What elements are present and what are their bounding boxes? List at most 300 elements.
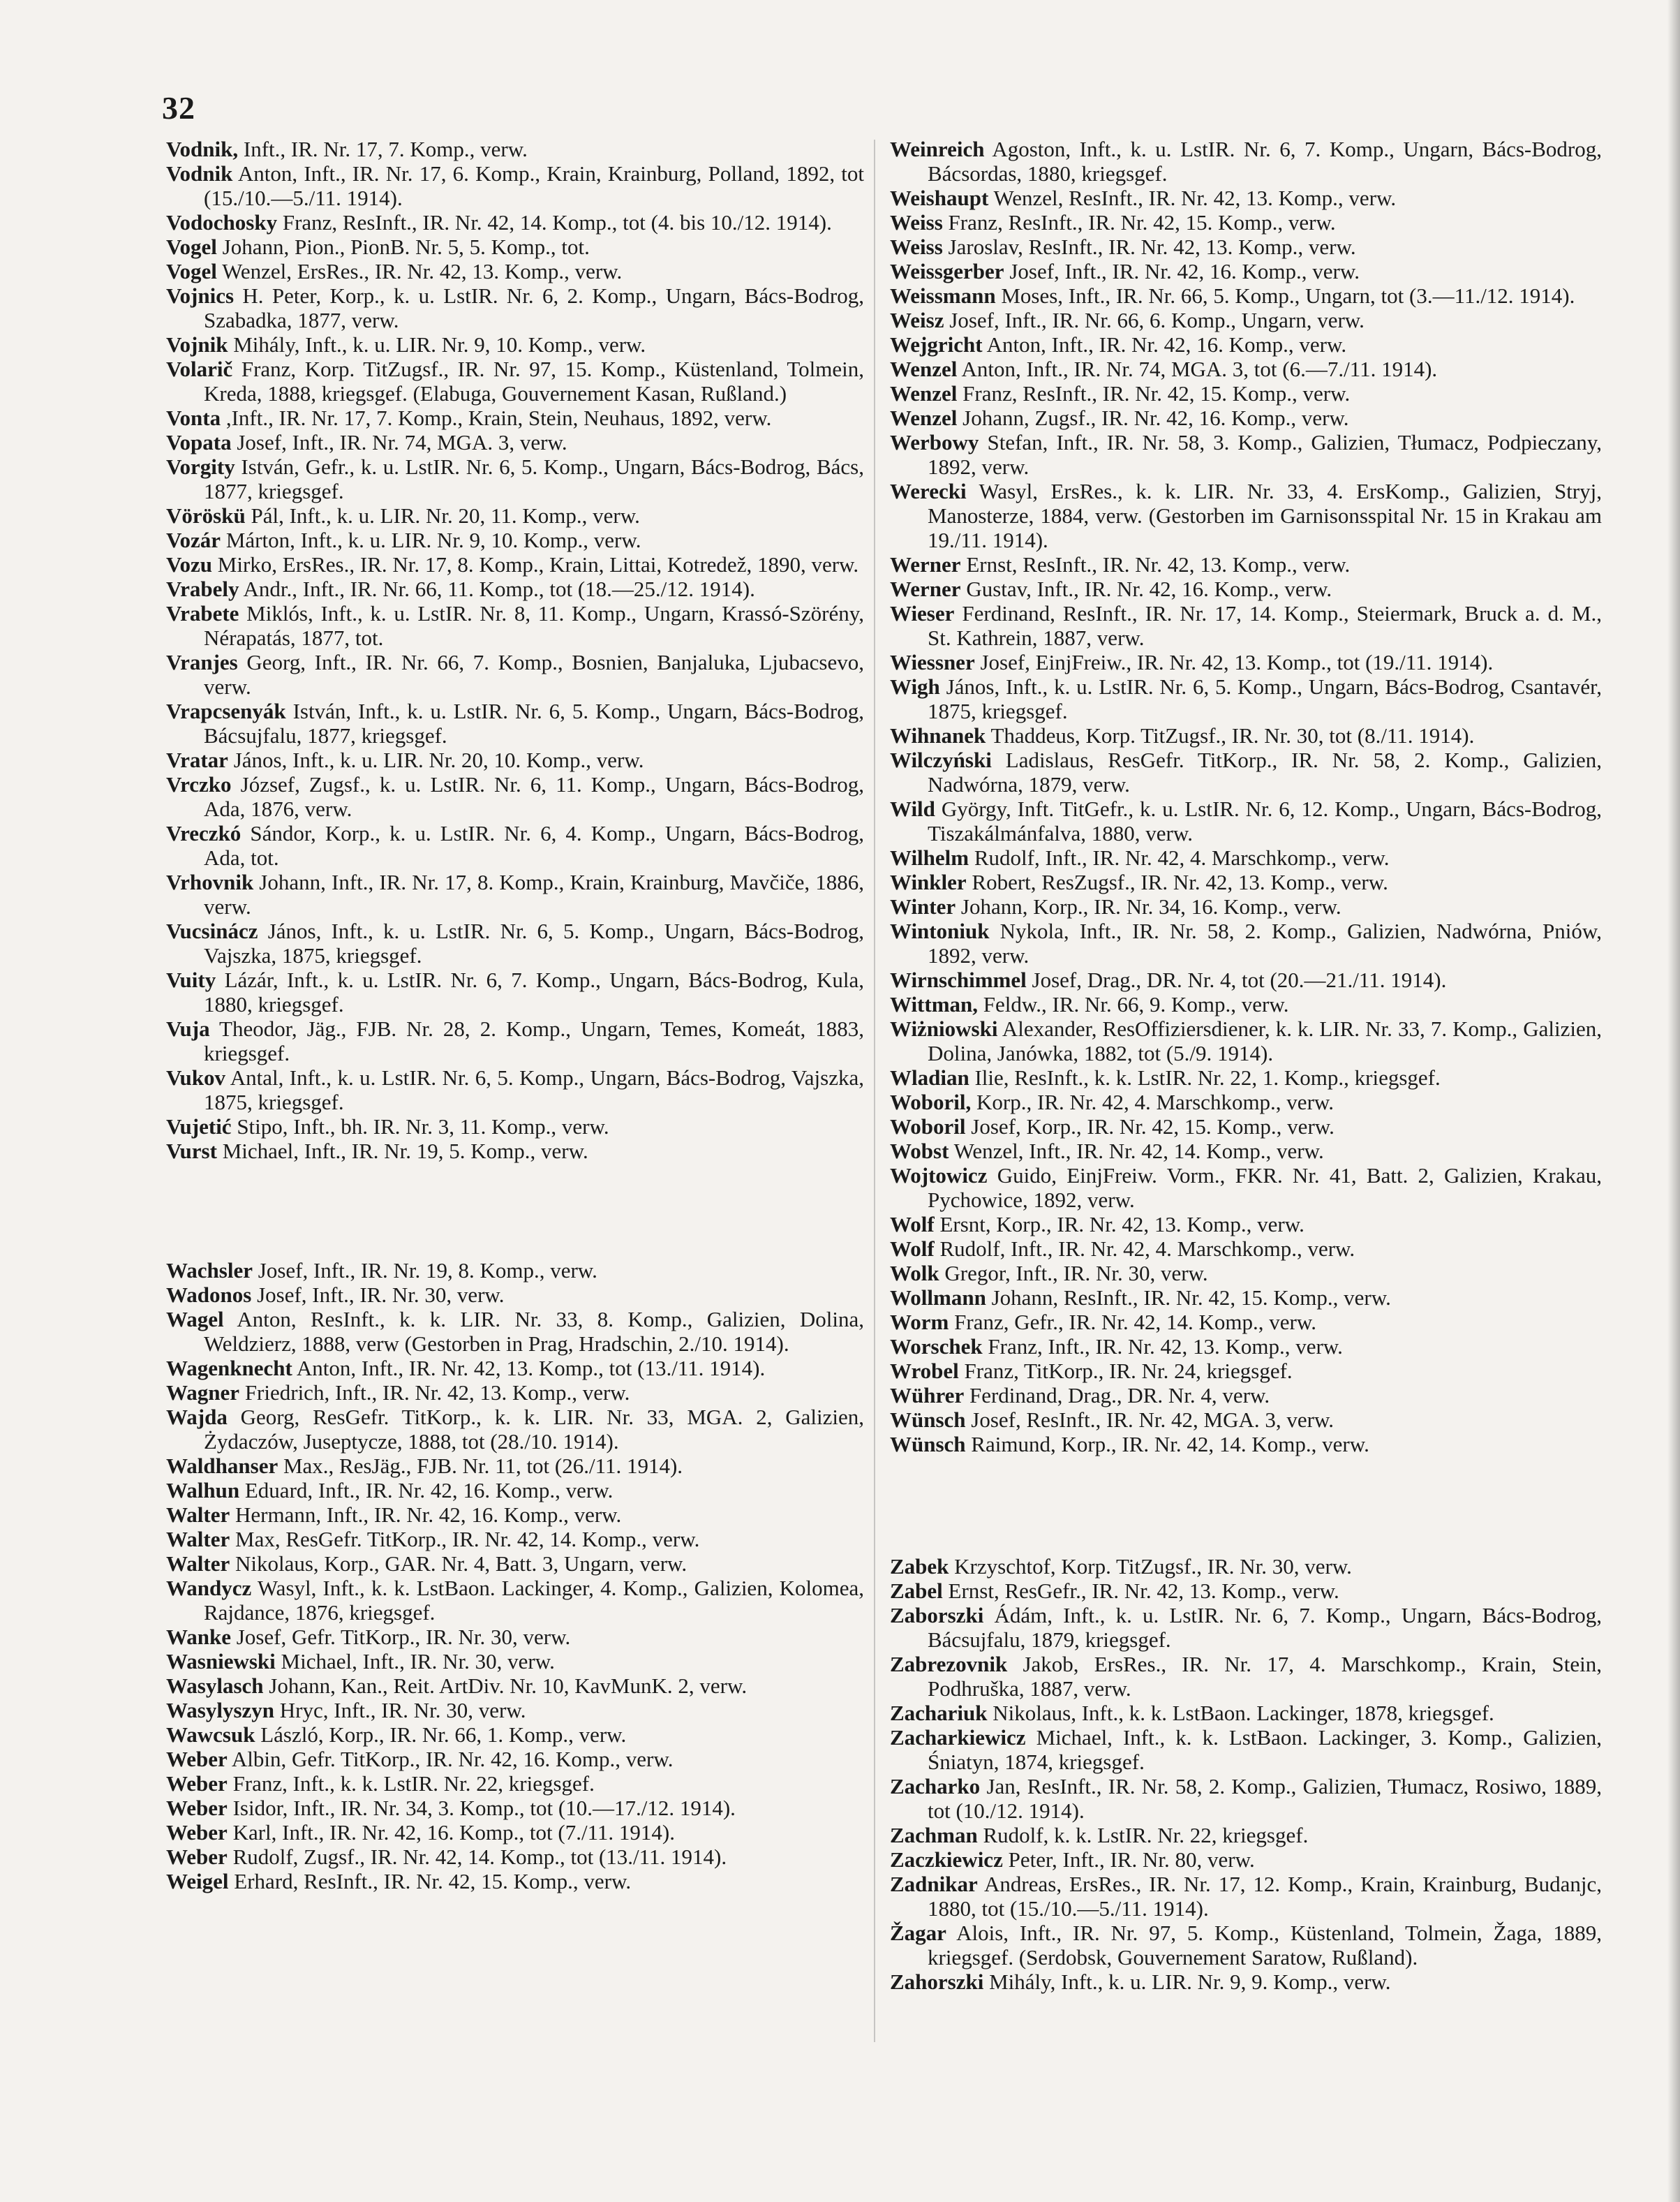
- register-entry: [890, 919, 1602, 968]
- register-entry: [890, 748, 1602, 797]
- entry-surname: Zabrezovnik: [890, 1652, 1008, 1676]
- entry-surname: Werner: [890, 552, 961, 577]
- register-entry: [890, 992, 1602, 1017]
- entry-surname: Wirnschimmel: [890, 968, 1027, 992]
- entry-surname: Weiss: [890, 210, 943, 235]
- entry-surname: Winter: [890, 894, 956, 919]
- register-entry: [890, 674, 1602, 723]
- entry-surname: Wenzel: [890, 406, 958, 430]
- entry-surname: Weishaupt: [890, 186, 989, 210]
- register-entry: [890, 723, 1602, 748]
- register-entry: [890, 357, 1602, 381]
- entry-surname: Vogel: [166, 235, 217, 259]
- entry-surname: Weber: [166, 1771, 228, 1796]
- entry-details: Rudolf, k. k. LstIR. Nr. 22, kriegsgef.: [977, 1823, 1309, 1847]
- entry-details: Alexander, ResOffiziersdiener, k. k. LIR. Nr. 33, 7. Komp., Galizien, Dolina, Janówka, 1882, tot (5./9. 1914).: [928, 1017, 1602, 1065]
- register-entry: [890, 1285, 1602, 1310]
- entry-surname: Vrapcsenyák: [166, 699, 286, 723]
- register-entry: [166, 455, 864, 503]
- entry-details: Hryc, Inft., IR. Nr. 30, verw.: [274, 1698, 526, 1722]
- entry-surname: Wejgricht: [890, 332, 983, 357]
- entry-surname: Wieser: [890, 601, 955, 626]
- entry-surname: Wojtowicz: [890, 1163, 988, 1188]
- entry-details: Stefan, Inft., IR. Nr. 58, 3. Komp., Galizien, Tłumacz, Podpieczany, 1892, verw.: [928, 430, 1602, 479]
- entry-details: Mihály, Inft., k. u. LIR. Nr. 9, 10. Komp., verw.: [228, 332, 646, 357]
- entry-details: István, Inft., k. u. LstIR. Nr. 6, 5. Komp., Ungarn, Bács-Bodrog, Bácsujfalu, 1877, kriegsgef.: [204, 699, 864, 748]
- entry-details: Andr., Inft., IR. Nr. 66, 11. Komp., tot (18.—25./12. 1914).: [239, 577, 755, 601]
- entry-surname: Vrabely: [166, 577, 239, 601]
- register-entry: [890, 1212, 1602, 1236]
- entry-details: Albin, Gefr. TitKorp., IR. Nr. 42, 16. Komp., verw.: [227, 1747, 674, 1771]
- right-column: [890, 137, 1602, 1994]
- register-entry: [890, 650, 1602, 674]
- register-entry: [890, 1872, 1602, 1921]
- entry-details: Johann, Inft., IR. Nr. 17, 8. Komp., Krain, Krainburg, Mavčiče, 1886, verw.: [204, 870, 864, 919]
- register-entry: [890, 235, 1602, 259]
- entry-surname: Wiżniowski: [890, 1017, 998, 1041]
- left-v-section: [166, 137, 864, 1163]
- register-entry: [890, 870, 1602, 894]
- entry-details: Franz, Inft., k. k. LstIR. Nr. 22, kriegsgef.: [227, 1771, 595, 1796]
- entry-details: Antal, Inft., k. u. LstIR. Nr. 6, 5. Komp., Ungarn, Bács-Bodrog, Vajszka, 1875, kriegsgef.: [204, 1065, 864, 1114]
- right-w-section: [890, 137, 1602, 1456]
- entry-details: József, Zugsf., k. u. LstIR. Nr. 6, 11. Komp., Ungarn, Bács-Bodrog, Ada, 1876, verw.: [204, 772, 864, 821]
- entry-surname: Wajda: [166, 1405, 228, 1429]
- entry-surname: Wilczyński: [890, 748, 992, 772]
- entry-surname: Volarič: [166, 357, 233, 381]
- register-entry: [890, 1970, 1602, 1994]
- entry-surname: Walter: [166, 1551, 230, 1576]
- register-entry: [166, 1502, 864, 1527]
- entry-details: Márton, Inft., k. u. LIR. Nr. 9, 10. Komp., verw.: [221, 528, 641, 552]
- register-entry: [890, 1701, 1602, 1725]
- entry-surname: Weissmann: [890, 283, 996, 308]
- register-entry: [166, 1454, 864, 1478]
- entry-surname: Wigh: [890, 674, 940, 699]
- entry-details: Ladislaus, ResGefr. TitKorp., IR. Nr. 58, 2. Komp., Galizien, Nadwórna, 1879, verw.: [928, 748, 1602, 797]
- entry-surname: Wasylyszyn: [166, 1698, 275, 1722]
- scan-edge-shadow: [1667, 0, 1680, 2202]
- register-entry: [890, 406, 1602, 430]
- register-entry: [166, 137, 864, 161]
- entry-details: Erhard, ResInft., IR. Nr. 42, 15. Komp., verw.: [228, 1869, 632, 1893]
- entry-surname: Wenzel: [890, 381, 958, 406]
- entry-surname: Vujetić: [166, 1114, 232, 1139]
- entry-surname: Vorgity: [166, 455, 235, 479]
- entry-details: Georg, Inft., IR. Nr. 66, 7. Komp., Bosnien, Banjaluka, Ljubacsevo, verw.: [204, 650, 864, 699]
- register-entry: [890, 210, 1602, 235]
- entry-details: Josef, Inft., IR. Nr. 19, 8. Komp., verw.: [253, 1258, 597, 1283]
- register-entry: [166, 1625, 864, 1649]
- register-entry: [890, 894, 1602, 919]
- entry-details: Franz, Gefr., IR. Nr. 42, 14. Komp., verw.: [949, 1310, 1316, 1334]
- entry-details: Franz, ResInft., IR. Nr. 42, 15. Komp., verw.: [942, 210, 1336, 235]
- register-entry: [890, 1554, 1602, 1579]
- register-entry: [166, 1258, 864, 1283]
- register-entry: [166, 259, 864, 283]
- entry-surname: Wachsler: [166, 1258, 253, 1283]
- entry-details: Josef, Inft., IR. Nr. 66, 6. Komp., Ungarn, verw.: [944, 308, 1365, 332]
- register-entry: [166, 357, 864, 406]
- entry-surname: Zadnikar: [890, 1872, 978, 1896]
- entry-surname: Werecki: [890, 479, 967, 503]
- entry-details: ,Inft., IR. Nr. 17, 7. Komp., Krain, Stein, Neuhaus, 1892, verw.: [221, 406, 772, 430]
- register-entry: [890, 1407, 1602, 1432]
- entry-details: Mihály, Inft., k. u. LIR. Nr. 9, 9. Komp., verw.: [983, 1970, 1391, 1994]
- register-entry: [890, 797, 1602, 845]
- entry-details: Korp., IR. Nr. 42, 4. Marschkomp., verw.: [971, 1090, 1335, 1114]
- register-entry: [890, 1359, 1602, 1383]
- entry-surname: Wagner: [166, 1380, 240, 1405]
- entry-details: Karl, Inft., IR. Nr. 42, 16. Komp., tot (7./11. 1914).: [227, 1820, 675, 1845]
- register-entry: [166, 1307, 864, 1356]
- entry-surname: Vöröskü: [166, 503, 246, 528]
- entry-surname: Weissgerber: [890, 259, 1004, 283]
- register-entry: [166, 161, 864, 210]
- entry-details: Nykola, Inft., IR. Nr. 58, 2. Komp., Galizien, Nadwórna, Pniów, 1892, verw.: [928, 919, 1602, 968]
- entry-details: Jaroslav, ResInft., IR. Nr. 42, 13. Komp., verw.: [942, 235, 1356, 259]
- entry-details: Josef, ResInft., IR. Nr. 42, MGA. 3, verw.: [965, 1407, 1335, 1432]
- entry-surname: Vozár: [166, 528, 221, 552]
- entry-details: Josef, Inft., IR. Nr. 74, MGA. 3, verw.: [231, 430, 567, 455]
- entry-surname: Žagar: [890, 1921, 946, 1945]
- register-entry: [166, 503, 864, 528]
- entry-surname: Wolf: [890, 1212, 935, 1236]
- register-entry: [890, 137, 1602, 186]
- entry-surname: Vojnik: [166, 332, 228, 357]
- entry-surname: Vozu: [166, 552, 213, 577]
- entry-details: János, Inft., k. u. LstIR. Nr. 6, 5. Komp., Ungarn, Bács-Bodrog, Csantavér, 1875, kriegsgef.: [928, 674, 1602, 723]
- entry-details: Isidor, Inft., IR. Nr. 34, 3. Komp., tot (10.—17./12. 1914).: [227, 1796, 736, 1820]
- entry-details: Johann, Zugsf., IR. Nr. 42, 16. Komp., verw.: [957, 406, 1349, 430]
- entry-surname: Wittman,: [890, 992, 979, 1017]
- entry-details: Michael, Inft., k. k. LstBaon. Lackinger, 3. Komp., Galizien, Śniatyn, 1874, kriegsgef.: [928, 1725, 1602, 1774]
- entry-surname: Weinreich: [890, 137, 985, 161]
- entry-details: Ernst, ResGefr., IR. Nr. 42, 13. Komp., verw.: [942, 1579, 1339, 1603]
- register-entry: [166, 1722, 864, 1747]
- entry-details: Gustav, Inft., IR. Nr. 42, 16. Komp., verw.: [960, 577, 1332, 601]
- register-entry: [890, 1432, 1602, 1456]
- register-entry: [890, 1847, 1602, 1872]
- entry-details: Agoston, Inft., k. u. LstIR. Nr. 6, 7. Komp., Ungarn, Bács-Bodrog, Bácsordas, 1880, kriegsgef.: [928, 137, 1602, 186]
- entry-surname: Weigel: [166, 1869, 229, 1893]
- section-gap: [166, 1163, 864, 1258]
- register-entry: [166, 601, 864, 650]
- entry-details: Johann, ResInft., IR. Nr. 42, 15. Komp., verw.: [986, 1285, 1391, 1310]
- entry-surname: Zabel: [890, 1579, 943, 1603]
- entry-details: Krzyschtof, Korp. TitZugsf., IR. Nr. 30, verw.: [949, 1554, 1352, 1579]
- entry-details: Gregor, Inft., IR. Nr. 30, verw.: [939, 1261, 1208, 1285]
- entry-details: Johann, Pion., PionB. Nr. 5, 5. Komp., tot.: [216, 235, 590, 259]
- entry-surname: Vucsinácz: [166, 919, 258, 943]
- section-gap: [890, 1456, 1602, 1554]
- register-entry: [166, 1139, 864, 1163]
- entry-surname: Werner: [890, 577, 961, 601]
- entry-surname: Zahorszki: [890, 1970, 984, 1994]
- register-entry: [166, 1551, 864, 1576]
- entry-details: Anton, ResInft., k. k. LIR. Nr. 33, 8. Komp., Galizien, Dolina, Weldzierz, 1888, verw (Gestorben in Prag, Hradschin, 2./10. 1914).: [204, 1307, 864, 1356]
- register-entry: [890, 1334, 1602, 1359]
- right-z-section: [890, 1554, 1602, 1994]
- register-entry: [166, 699, 864, 748]
- register-entry: [890, 1017, 1602, 1065]
- entry-surname: Wild: [890, 797, 935, 821]
- register-entry: [166, 406, 864, 430]
- entry-details: Pál, Inft., k. u. LIR. Nr. 20, 11. Komp., verw.: [245, 503, 640, 528]
- register-entry: [166, 332, 864, 357]
- entry-details: Wenzel, Inft., IR. Nr. 42, 14. Komp., verw.: [949, 1139, 1324, 1163]
- entry-surname: Walhun: [166, 1478, 240, 1502]
- entry-details: Michael, Inft., IR. Nr. 19, 5. Komp., verw.: [216, 1139, 588, 1163]
- register-entry: [890, 1725, 1602, 1774]
- register-entry: [166, 210, 864, 235]
- register-entry: [166, 1820, 864, 1845]
- entry-details: Andreas, ErsRes., IR. Nr. 17, 12. Komp., Krain, Krainburg, Budanjc, 1880, tot (15./10.—5./11. 1914).: [928, 1872, 1602, 1921]
- entry-details: Wenzel, ErsRes., IR. Nr. 42, 13. Komp., verw.: [216, 259, 623, 283]
- entry-surname: Wagel: [166, 1307, 224, 1331]
- entry-surname: Wawcsuk: [166, 1722, 255, 1747]
- entry-surname: Wasylasch: [166, 1673, 264, 1698]
- entry-surname: Wührer: [890, 1383, 965, 1407]
- entry-surname: Zacharko: [890, 1774, 981, 1798]
- register-entry: [166, 919, 864, 968]
- entry-details: Ilie, ResInft., k. k. LstIR. Nr. 22, 1. Komp., kriegsgef.: [969, 1065, 1441, 1090]
- entry-surname: Vrabete: [166, 601, 239, 626]
- entry-details: Josef, EinjFreiw., IR. Nr. 42, 13. Komp., tot (19./11. 1914).: [974, 650, 1494, 674]
- register-entry: [890, 1774, 1602, 1823]
- entry-details: Robert, ResZugsf., IR. Nr. 42, 13. Komp., verw.: [966, 870, 1388, 894]
- entry-surname: Wünsch: [890, 1432, 966, 1456]
- entry-surname: Zacharkiewicz: [890, 1725, 1026, 1750]
- register-entry: [166, 1283, 864, 1307]
- register-entry: [166, 1771, 864, 1796]
- entry-details: Mirko, ErsRes., IR. Nr. 17, 8. Komp., Krain, Littai, Kotredež, 1890, verw.: [212, 552, 859, 577]
- register-entry: [890, 430, 1602, 479]
- entry-details: Nikolaus, Inft., k. k. LstBaon. Lackinger, 1878, kriegsgef.: [987, 1701, 1494, 1725]
- register-entry: [166, 1527, 864, 1551]
- entry-details: Miklós, Inft., k. u. LstIR. Nr. 8, 11. Komp., Ungarn, Krassó-Szörény, Nérapatás, 1877, tot.: [204, 601, 864, 650]
- entry-surname: Weber: [166, 1820, 228, 1845]
- entry-details: Hermann, Inft., IR. Nr. 42, 16. Komp., verw.: [230, 1502, 622, 1527]
- entry-details: Anton, Inft., IR. Nr. 74, MGA. 3, tot (6.—7./11. 1914).: [957, 357, 1438, 381]
- entry-details: Stipo, Inft., bh. IR. Nr. 3, 11. Komp., verw.: [231, 1114, 609, 1139]
- register-entry: [890, 845, 1602, 870]
- register-entry: [166, 968, 864, 1017]
- register-entry: [890, 1652, 1602, 1701]
- register-entry: [890, 1261, 1602, 1285]
- entry-surname: Wihnanek: [890, 723, 986, 748]
- register-entry: [166, 1576, 864, 1625]
- entry-surname: Vurst: [166, 1139, 217, 1163]
- register-entry: [166, 1405, 864, 1454]
- register-entry: [890, 186, 1602, 210]
- register-entry: [890, 1383, 1602, 1407]
- entry-details: Wenzel, ResInft., IR. Nr. 42, 13. Komp., verw.: [988, 186, 1397, 210]
- register-entry: [890, 381, 1602, 406]
- register-entry: [890, 479, 1602, 552]
- register-entry: [166, 870, 864, 919]
- entry-details: Sándor, Korp., k. u. LstIR. Nr. 6, 4. Komp., Ungarn, Bács-Bodrog, Ada, tot.: [204, 821, 864, 870]
- entry-details: Eduard, Inft., IR. Nr. 42, 16. Komp., verw.: [239, 1478, 614, 1502]
- register-entry: [890, 1579, 1602, 1603]
- entry-details: Georg, ResGefr. TitKorp., k. k. LIR. Nr. 33, MGA. 2, Galizien, Żydaczów, Juseptycze, 1888, tot (28./10. 1914).: [204, 1405, 864, 1454]
- register-entry: [166, 1356, 864, 1380]
- entry-surname: Vuja: [166, 1017, 210, 1041]
- register-entry: [166, 748, 864, 772]
- register-entry: [890, 1065, 1602, 1090]
- entry-surname: Wolf: [890, 1236, 935, 1261]
- register-entry: [166, 430, 864, 455]
- entry-surname: Vojnics: [166, 283, 235, 308]
- entry-details: Anton, Inft., IR. Nr. 42, 13. Komp., tot (13./11. 1914).: [292, 1356, 766, 1380]
- entry-surname: Wünsch: [890, 1407, 966, 1432]
- entry-details: Franz, Inft., IR. Nr. 42, 13. Komp., verw.: [982, 1334, 1343, 1359]
- entry-surname: Vopata: [166, 430, 232, 455]
- entry-surname: Wanke: [166, 1625, 232, 1649]
- register-entry: [890, 1236, 1602, 1261]
- register-entry: [890, 1310, 1602, 1334]
- entry-details: Theodor, Jäg., FJB. Nr. 28, 2. Komp., Ungarn, Temes, Komeát, 1883, kriegsgef.: [204, 1017, 864, 1065]
- register-entry: [166, 1017, 864, 1065]
- register-entry: [166, 528, 864, 552]
- entry-surname: Weisz: [890, 308, 944, 332]
- entry-surname: Wasniewski: [166, 1649, 276, 1673]
- entry-surname: Vratar: [166, 748, 228, 772]
- entry-details: Friedrich, Inft., IR. Nr. 42, 13. Komp., verw.: [239, 1380, 630, 1405]
- register-entry: [166, 1673, 864, 1698]
- entry-surname: Zachman: [890, 1823, 978, 1847]
- entry-surname: Weiss: [890, 235, 943, 259]
- entry-details: Thaddeus, Korp. TitZugsf., IR. Nr. 30, tot (8./11. 1914).: [986, 723, 1475, 748]
- entry-surname: Zachariuk: [890, 1701, 988, 1725]
- column-divider: [874, 140, 875, 2042]
- entry-details: István, Gefr., k. u. LstIR. Nr. 6, 5. Komp., Ungarn, Bács-Bodrog, Bács, 1877, kriegsgef.: [204, 455, 864, 503]
- entry-surname: Wrobel: [890, 1359, 959, 1383]
- register-entry: [166, 552, 864, 577]
- register-entry: [890, 1163, 1602, 1212]
- entry-details: Rudolf, Inft., IR. Nr. 42, 4. Marschkomp., verw.: [934, 1236, 1355, 1261]
- entry-surname: Walter: [166, 1502, 230, 1527]
- entry-details: Max, ResGefr. TitKorp., IR. Nr. 42, 14. Komp., verw.: [230, 1527, 700, 1551]
- entry-surname: Wiessner: [890, 650, 975, 674]
- register-entry: [166, 1649, 864, 1673]
- entry-details: Johann, Korp., IR. Nr. 34, 16. Komp., verw.: [956, 894, 1341, 919]
- entry-details: Ernst, ResInft., IR. Nr. 42, 13. Komp., verw.: [960, 552, 1351, 577]
- register-entry: [166, 1747, 864, 1771]
- entry-surname: Weber: [166, 1796, 228, 1820]
- entry-surname: Vukov: [166, 1065, 226, 1090]
- entry-details: Johann, Kan., Reit. ArtDiv. Nr. 10, KavMunK. 2, verw.: [263, 1673, 748, 1698]
- entry-surname: Wilhelm: [890, 845, 969, 870]
- entry-details: Raimund, Korp., IR. Nr. 42, 14. Komp., verw.: [965, 1432, 1369, 1456]
- entry-details: Moses, Inft., IR. Nr. 66, 5. Komp., Ungarn, tot (3.—11./12. 1914).: [995, 283, 1575, 308]
- register-entry: [166, 1869, 864, 1893]
- entry-surname: Wenzel: [890, 357, 958, 381]
- register-entry: [890, 1823, 1602, 1847]
- entry-details: Ferdinand, Drag., DR. Nr. 4, verw.: [964, 1383, 1270, 1407]
- entry-surname: Wolk: [890, 1261, 939, 1285]
- entry-details: János, Inft., k. u. LstIR. Nr. 6, 5. Komp., Ungarn, Bács-Bodrog, Vajszka, 1875, kriegsgef.: [204, 919, 864, 968]
- register-entry: [166, 1845, 864, 1869]
- entry-details: Anton, Inft., IR. Nr. 42, 16. Komp., verw.: [982, 332, 1347, 357]
- register-entry: [890, 577, 1602, 601]
- entry-details: Max., ResJäg., FJB. Nr. 11, tot (26./11. 1914).: [278, 1454, 683, 1478]
- register-entry: [166, 1796, 864, 1820]
- entry-details: János, Inft., k. u. LIR. Nr. 20, 10. Komp., verw.: [228, 748, 644, 772]
- register-entry: [166, 1380, 864, 1405]
- entry-details: Inft., IR. Nr. 17, 7. Komp., verw.: [238, 137, 528, 161]
- register-entry: [890, 1921, 1602, 1970]
- entry-surname: Woboril,: [890, 1090, 972, 1114]
- entry-surname: Wladian: [890, 1065, 969, 1090]
- left-w-section: [166, 1258, 864, 1893]
- entry-details: Josef, Korp., IR. Nr. 42, 15. Komp., verw.: [965, 1114, 1335, 1139]
- entry-details: H. Peter, Korp., k. u. LstIR. Nr. 6, 2. Komp., Ungarn, Bács-Bodrog, Szabadka, 1877, verw.: [204, 283, 864, 332]
- entry-details: Ferdinand, ResInft., IR. Nr. 17, 14. Komp., Steiermark, Bruck a. d. M., St. Kathrein, 1887, verw.: [928, 601, 1602, 650]
- register-entry: [890, 1114, 1602, 1139]
- entry-details: Ádám, Inft., k. u. LstIR. Nr. 6, 7. Komp., Ungarn, Bács-Bodrog, Bácsujfalu, 1879, kriegsgef.: [928, 1603, 1602, 1652]
- register-entry: [890, 968, 1602, 992]
- register-entry: [166, 1698, 864, 1722]
- entry-details: Franz, ResInft., IR. Nr. 42, 14. Komp., tot (4. bis 10./12. 1914).: [277, 210, 832, 235]
- entry-surname: Walter: [166, 1527, 230, 1551]
- entry-details: Josef, Gefr. TitKorp., IR. Nr. 30, verw.: [231, 1625, 571, 1649]
- entry-surname: Vonta: [166, 406, 221, 430]
- entry-surname: Wadonos: [166, 1283, 252, 1307]
- entry-surname: Vodnik: [166, 161, 233, 186]
- entry-surname: Wandycz: [166, 1576, 252, 1600]
- entry-surname: Vranjes: [166, 650, 238, 674]
- register-entry: [890, 601, 1602, 650]
- register-entry: [166, 577, 864, 601]
- entry-details: Josef, Inft., IR. Nr. 42, 16. Komp., verw.: [1004, 259, 1360, 283]
- entry-details: Wasyl, ErsRes., k. k. LIR. Nr. 33, 4. ErsKomp., Galizien, Stryj, Manosterze, 1884, verw. (Gestorben im Garnisonsspital Nr. 15 in Krakau am 19./11. 1914).: [928, 479, 1602, 552]
- entry-surname: Wagenknecht: [166, 1356, 292, 1380]
- entry-details: Nikolaus, Korp., GAR. Nr. 4, Batt. 3, Ungarn, verw.: [230, 1551, 687, 1576]
- entry-details: Alois, Inft., IR. Nr. 97, 5. Komp., Küstenland, Tolmein, Žaga, 1889, kriegsgef. (Serdobsk, Gouvernement Saratow, Rußland).: [928, 1921, 1602, 1970]
- register-entry: [890, 259, 1602, 283]
- entry-details: Michael, Inft., IR. Nr. 30, verw.: [275, 1649, 555, 1673]
- register-entry: [890, 332, 1602, 357]
- entry-details: Franz, TitKorp., IR. Nr. 24, kriegsgef.: [958, 1359, 1293, 1383]
- entry-surname: Vuity: [166, 968, 216, 992]
- entry-surname: Vodochosky: [166, 210, 278, 235]
- register-entry: [166, 821, 864, 870]
- register-entry: [890, 552, 1602, 577]
- entry-details: Franz, Korp. TitZugsf., IR. Nr. 97, 15. Komp., Küstenland, Tolmein, Kreda, 1888, kriegsgef. (Elabuga, Gouvernement Kasan, Rußland.): [204, 357, 864, 406]
- entry-details: Rudolf, Inft., IR. Nr. 42, 4. Marschkomp., verw.: [969, 845, 1390, 870]
- entry-surname: Vogel: [166, 259, 217, 283]
- entry-surname: Weber: [166, 1747, 228, 1771]
- page-number: 32: [162, 90, 195, 126]
- entry-surname: Winkler: [890, 870, 967, 894]
- register-entry: [890, 1603, 1602, 1652]
- entry-surname: Vodnik,: [166, 137, 239, 161]
- entry-details: Wasyl, Inft., k. k. LstBaon. Lackinger, 4. Komp., Galizien, Kolomea, Rajdance, 1876, kriegsgef.: [204, 1576, 864, 1625]
- register-entry: [890, 1090, 1602, 1114]
- entry-details: Lázár, Inft., k. u. LstIR. Nr. 6, 7. Komp., Ungarn, Bács-Bodrog, Kula, 1880, kriegsgef.: [204, 968, 864, 1017]
- entry-surname: Zaborszki: [890, 1603, 984, 1627]
- entry-details: Guido, EinjFreiw. Vorm., FKR. Nr. 41, Batt. 2, Galizien, Krakau, Pychowice, 1892, verw.: [928, 1163, 1602, 1212]
- entry-details: Jan, ResInft., IR. Nr. 58, 2. Komp., Galizien, Tłumacz, Rosiwo, 1889, tot (10./12. 1914).: [928, 1774, 1602, 1823]
- entry-surname: Woboril: [890, 1114, 966, 1139]
- register-entry: [890, 283, 1602, 308]
- left-column: [166, 137, 864, 1893]
- entry-details: Rudolf, Zugsf., IR. Nr. 42, 14. Komp., tot (13./11. 1914).: [227, 1845, 727, 1869]
- entry-surname: Waldhanser: [166, 1454, 278, 1478]
- entry-surname: Vrczko: [166, 772, 232, 797]
- entry-surname: Zabek: [890, 1554, 949, 1579]
